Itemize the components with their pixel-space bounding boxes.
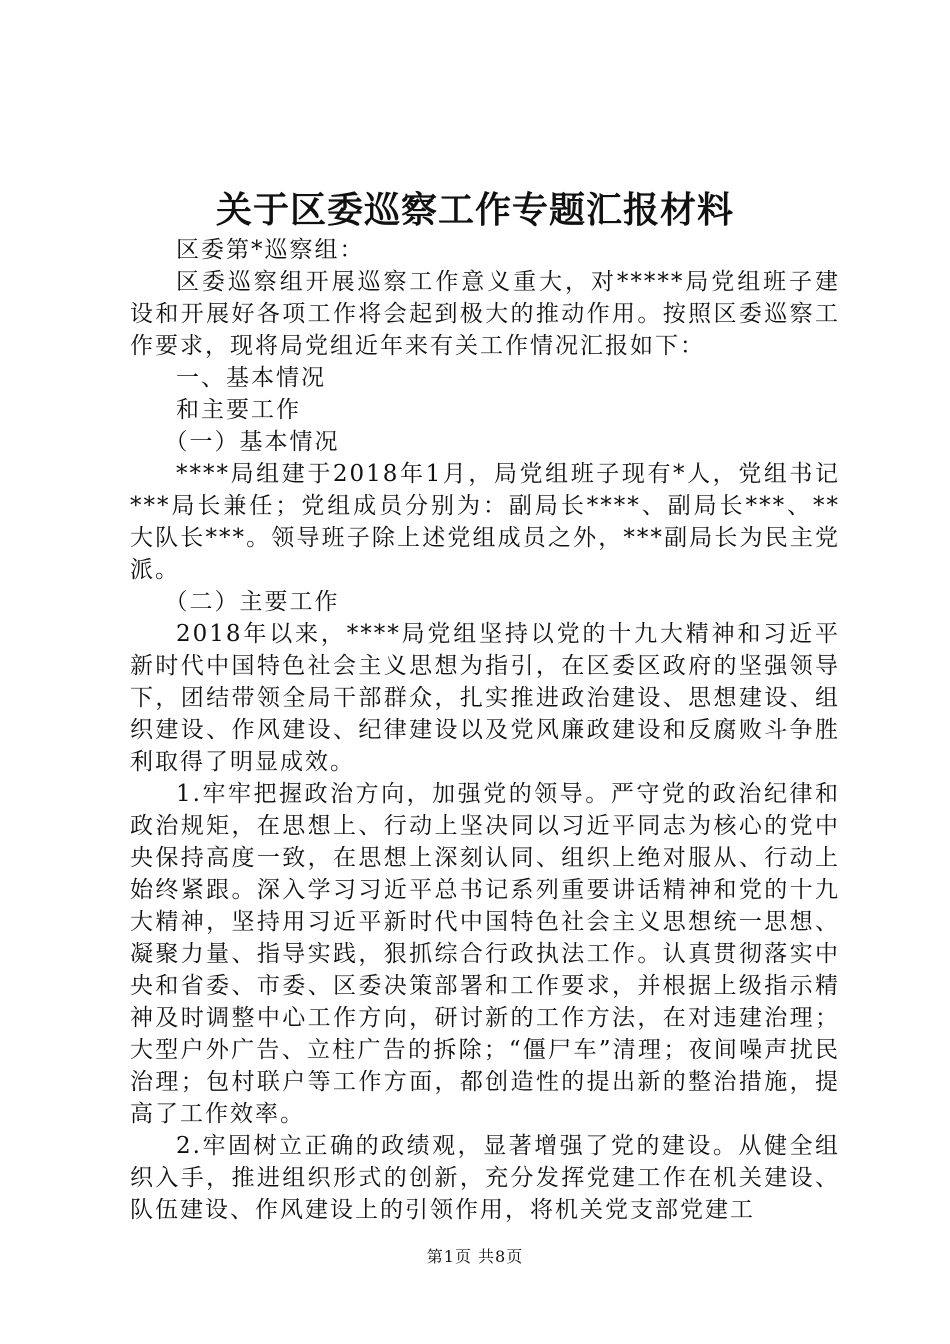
section-heading-continued: 和主要工作 xyxy=(176,397,301,423)
intro-paragraph: 区委巡察组开展巡察工作意义重大，对*****局党组班子建设和开展好各项工作将会起到极大的推动作用。按照区委巡察工作要求，现将局党组近年来有关工作情况汇报如下： xyxy=(130,269,840,359)
subsection-heading-basic: （一）基本情况 xyxy=(164,429,340,455)
work-summary-paragraph: 2018年以来，****局党组坚持以党的十九大精神和习近平新时代中国特色社会主义思想为指引，在区委区政府的坚强领导下，团结带领全局干部群众，扎实推进政治建设、思想建设、组织建设、作风建设、纪律建设以及党风廉政建设和反腐败斗争胜利取得了明显成效。 xyxy=(130,621,840,775)
section-heading: 一、基本情况 xyxy=(176,365,326,391)
basic-info-paragraph: ****局组建于2018年1月，局党组班子现有*人，党组书记***局长兼任；党组成员分别为：副局长****、副局长***、**大队长***。领导班子除上述党组成员之外，***副局长为民主党派。 xyxy=(130,461,840,583)
document-title: 关于区委巡察工作专题汇报材料 xyxy=(215,189,734,231)
work-item-1-paragraph: 1.牢牢把握政治方向，加强党的领导。严守党的政治纪律和政治规矩，在思想上、行动上坚决同以习近平同志为核心的党中央保持高度一致，在思想上深刻认同、组织上绝对服从、行动上始终紧跟。深入学习习近平总书记系列重要讲话精神和党的十九大精神，坚持用习近平新时代中国特色社会主义思想统一思想、凝聚力量、指导实践，狠抓综合行政执法工作。认真贯彻落实中央和省委、市委、区委决策部署和工作要求，并根据上级指示精神及时调整中心工作方向，研讨新的工作方法，在对违建治理；大型户外广告、立柱广告的拆除；“僵尸车”清理；夜间噪声扰民治理；包村联户等工作方面，都创造性的提出新的整治措施，提高了工作效率。 xyxy=(130,781,840,1127)
page-footer: 第1页 共8页 xyxy=(426,1247,524,1266)
work-item-2-paragraph: 2.牢固树立正确的政绩观，显著增强了党的建设。从健全组织入手，推进组织形式的创新，充分发挥党建工作在机关建设、队伍建设、作风建设上的引领作用，将机关党支部党建工 xyxy=(130,1133,840,1223)
salutation: 区委第*巡察组： xyxy=(176,237,365,263)
subsection-heading-work: （二）主要工作 xyxy=(164,589,340,615)
document-body xyxy=(130,234,840,1226)
